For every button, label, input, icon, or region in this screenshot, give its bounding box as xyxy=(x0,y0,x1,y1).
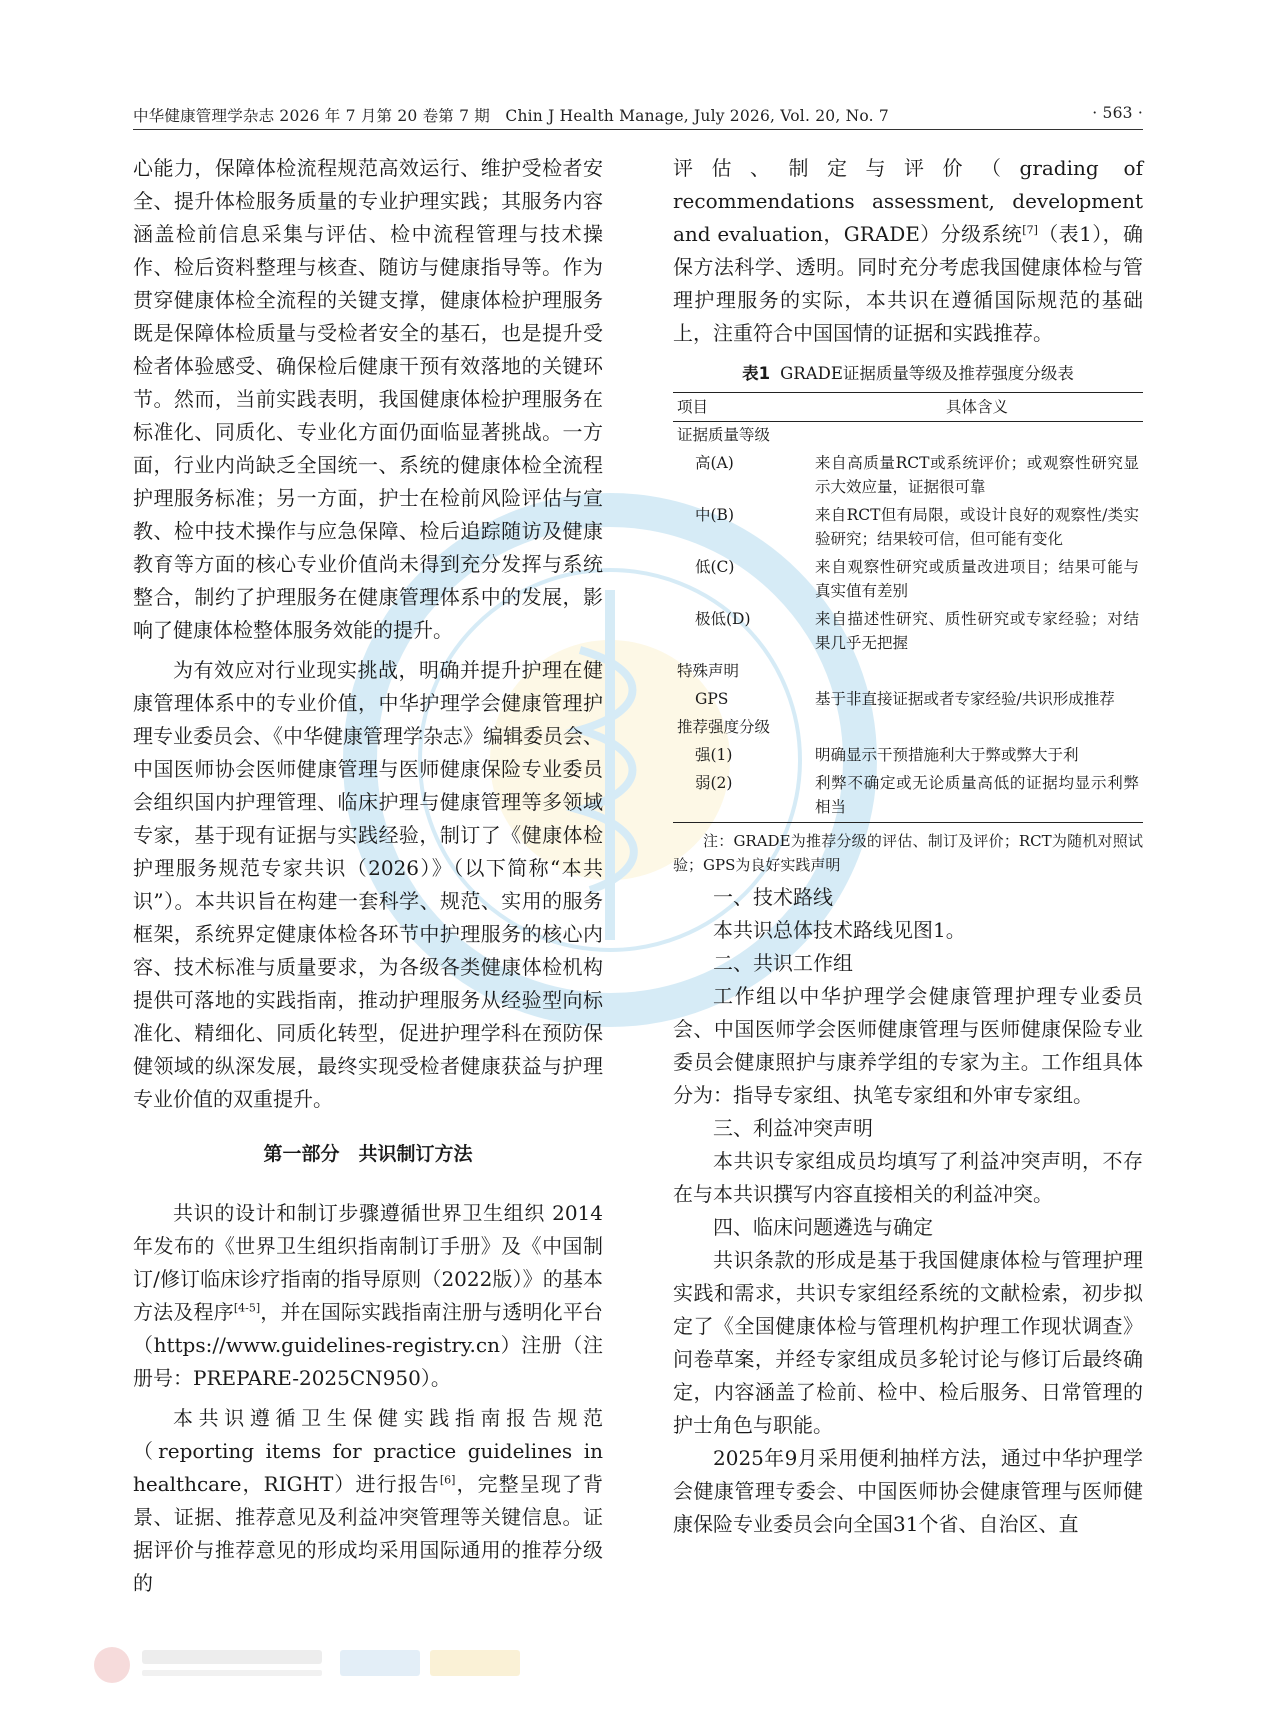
table-note: 注：GRADE为推荐分级的评估、制订及评价；RCT为随机对照试验；GPS为良好实践声明 xyxy=(673,832,1143,874)
paragraph: 工作组以中华护理学会健康管理护理专业委员会、中国医师学会医师健康管理与医师健康保险专业委员会健康照护与康养学组的专家为主。工作组具体分为：指导专家组、执笔专家组和外审专家组。 xyxy=(673,984,1143,1107)
table-row: 高(A) 来自高质量RCT或系统评价；或观察性研究显示大效应量，证据很可靠 xyxy=(695,454,1139,496)
section-heading: 第一部分 共识制订方法 xyxy=(263,1143,473,1165)
paragraph: 共识条款的形成是基于我国健康体检与管理护理实践和需求，共识专家组经系统的文献检索，初步拟定了《全国健康体检与管理机构护理工作现状调查》问卷草案，并经专家组成员多轮讨论与修订后最终确定，内容涵盖了检前、检中、检后服务、日常管理的护士角色与职能。 xyxy=(673,1248,1143,1437)
paragraph: 本共识总体技术路线见图1。 xyxy=(713,918,966,942)
paragraph: 为有效应对行业现实挑战，明确并提升护理在健康管理体系中的专业价值，中华护理学会健康管理护理专业委员会、《中华健康管理学杂志》编辑委员会、中国医师协会医师健康管理与医师健康保险专业委员会组织国内护理管理、临床护理与健康管理等多领域专家，基于现有证据与实践经验，制订了《健康体检护理服务规范专家共识（2026）》（以下简称“本共识”）。本共识旨在构建一套科学、规范、实用的服务框架，系统界定健康体检各环节中护理服务的核心内容、技术标准与质量要求，为各级各类健康体检机构提供可落地的实践指南，推动护理服务从经验型向标准化、精细化、同质化转型，促进护理学科在预防保健领域的纵深发展，最终实现受检者健康获益与护理专业价值的双重提升。 xyxy=(133,658,603,1111)
citation: [4-5] xyxy=(233,1301,261,1315)
table-row: 极低(D) 来自描述性研究、质性研究或专家经验；对结果几乎无把握 xyxy=(695,610,1139,652)
table-row: 低(C) 来自观察性研究或质量改进项目；结果可能与真实值有差别 xyxy=(695,558,1139,600)
paragraph: 2025年9月采用便利抽样方法，通过中华护理学会健康管理专委会、中国医师协会健康管理与医师健康保险专业委员会向全国31个省、自治区、直 xyxy=(673,1446,1143,1536)
subsection-heading: 四、临床问题遴选与确定 xyxy=(713,1215,933,1239)
subsection-heading: 一、技术路线 xyxy=(713,885,833,909)
right-column xyxy=(673,152,1143,1541)
header-rule xyxy=(133,129,1143,130)
running-header xyxy=(133,104,1143,126)
table-group-row: 证据质量等级 xyxy=(677,426,771,444)
subsection-heading: 三、利益冲突声明 xyxy=(713,1116,873,1140)
paragraph: 共识的设计和制订步骤遵循世界卫生组织 2014 年发布的《世界卫生组织指南制订手册》及《中国制订/修订临床诊疗指南的指导原则（2022版）》的基本方法及程序[4-5]，并在国际实践指南注册与透明化平台（https://www.guidelines-registry.cn）注册（注册号：PREPARE-2025CN950）。 xyxy=(133,1201,604,1390)
table-group-row: 特殊声明 xyxy=(677,662,740,680)
col-header-meaning: 具体含义 xyxy=(945,398,1008,416)
paragraph: 心能力，保障体检流程规范高效运行、维护受检者安全、提升体检服务质量的专业护理实践；其服务内容涵盖检前信息采集与评估、检中流程管理与技术操作、检后资料整理与核查、随访与健康指导等。作为贯穿健康体检全流程的关键支撑，健康体检护理服务既是保障体检质量与受检者安全的基石，也是提升受检者体验感受、确保检后健康干预有效落地的关键环节。然而，当前实践表明，我国健康体检护理服务在标准化、同质化、专业化方面仍面临显著挑战。一方面，行业内尚缺乏全国统一、系统的健康体检全流程护理服务标准；另一方面，护士在检前风险评估与宣教、检中技术操作与应急保障、检后追踪随访及健康教育等方面的核心专业价值尚未得到充分发挥与系统整合，制约了护理服务在健康管理体系中的发展，影响了健康体检整体服务效能的提升。 xyxy=(133,156,603,642)
table-row: GPS 基于非直接证据或者专家经验/共识形成推荐 xyxy=(695,690,1115,708)
left-column xyxy=(133,152,603,1600)
publisher-logo xyxy=(90,1640,530,1690)
subsection-heading: 二、共识工作组 xyxy=(713,951,853,975)
table-group-row: 推荐强度分级 xyxy=(677,718,771,736)
table-caption xyxy=(673,362,1143,386)
page-number: · 563 · xyxy=(1092,104,1143,122)
col-header-item: 项目 xyxy=(677,398,709,416)
table-label: 表1 xyxy=(742,364,771,383)
journal-name-cn: 中华健康管理学杂志 2026 年 7 月第 20 卷第 7 期 xyxy=(133,107,491,125)
citation: [7] xyxy=(1022,223,1038,237)
table-title: GRADE证据质量等级及推荐强度分级表 xyxy=(780,364,1074,383)
table-row: 强(1) 明确显示干预措施利大于弊或弊大于利 xyxy=(695,746,1079,764)
paragraph: 本共识遵循卫生保健实践指南报告规范（reporting items for practice guidelines in healthcare，RIGHT）进行报告[6]，完整呈现了背景、证据、推荐意见及利益冲突管理等关键信息。证据评价与推荐意见的形成均采用国际通用的推荐分级的 xyxy=(133,1406,603,1595)
citation: [6] xyxy=(439,1473,456,1487)
grade-table xyxy=(673,392,1143,823)
table-row: 弱(2) 利弊不确定或无论质量高低的证据均显示利弊相当 xyxy=(673,770,1143,823)
table-row: 中(B) 来自RCT但有局限，或设计良好的观察性/类实验研究；结果较可信，但可能有变化 xyxy=(695,506,1139,548)
paragraph: 本共识专家组成员均填写了利益冲突声明，不存在与本共识撰写内容直接相关的利益冲突。 xyxy=(673,1149,1143,1206)
paragraph: 评估、制定与评价（grading of recommendations assessment, development and evaluation，GRADE）分级系统[7]（表1），确保方法科学、透明。同时充分考虑我国健康体检与管理护理服务的实际，本共识在遵循国际规范的基础上，注重符合中国国情的证据和实践推荐。 xyxy=(673,156,1143,345)
journal-name-en: Chin J Health Manage, July 2026, Vol. 20, No. 7 xyxy=(505,107,889,125)
